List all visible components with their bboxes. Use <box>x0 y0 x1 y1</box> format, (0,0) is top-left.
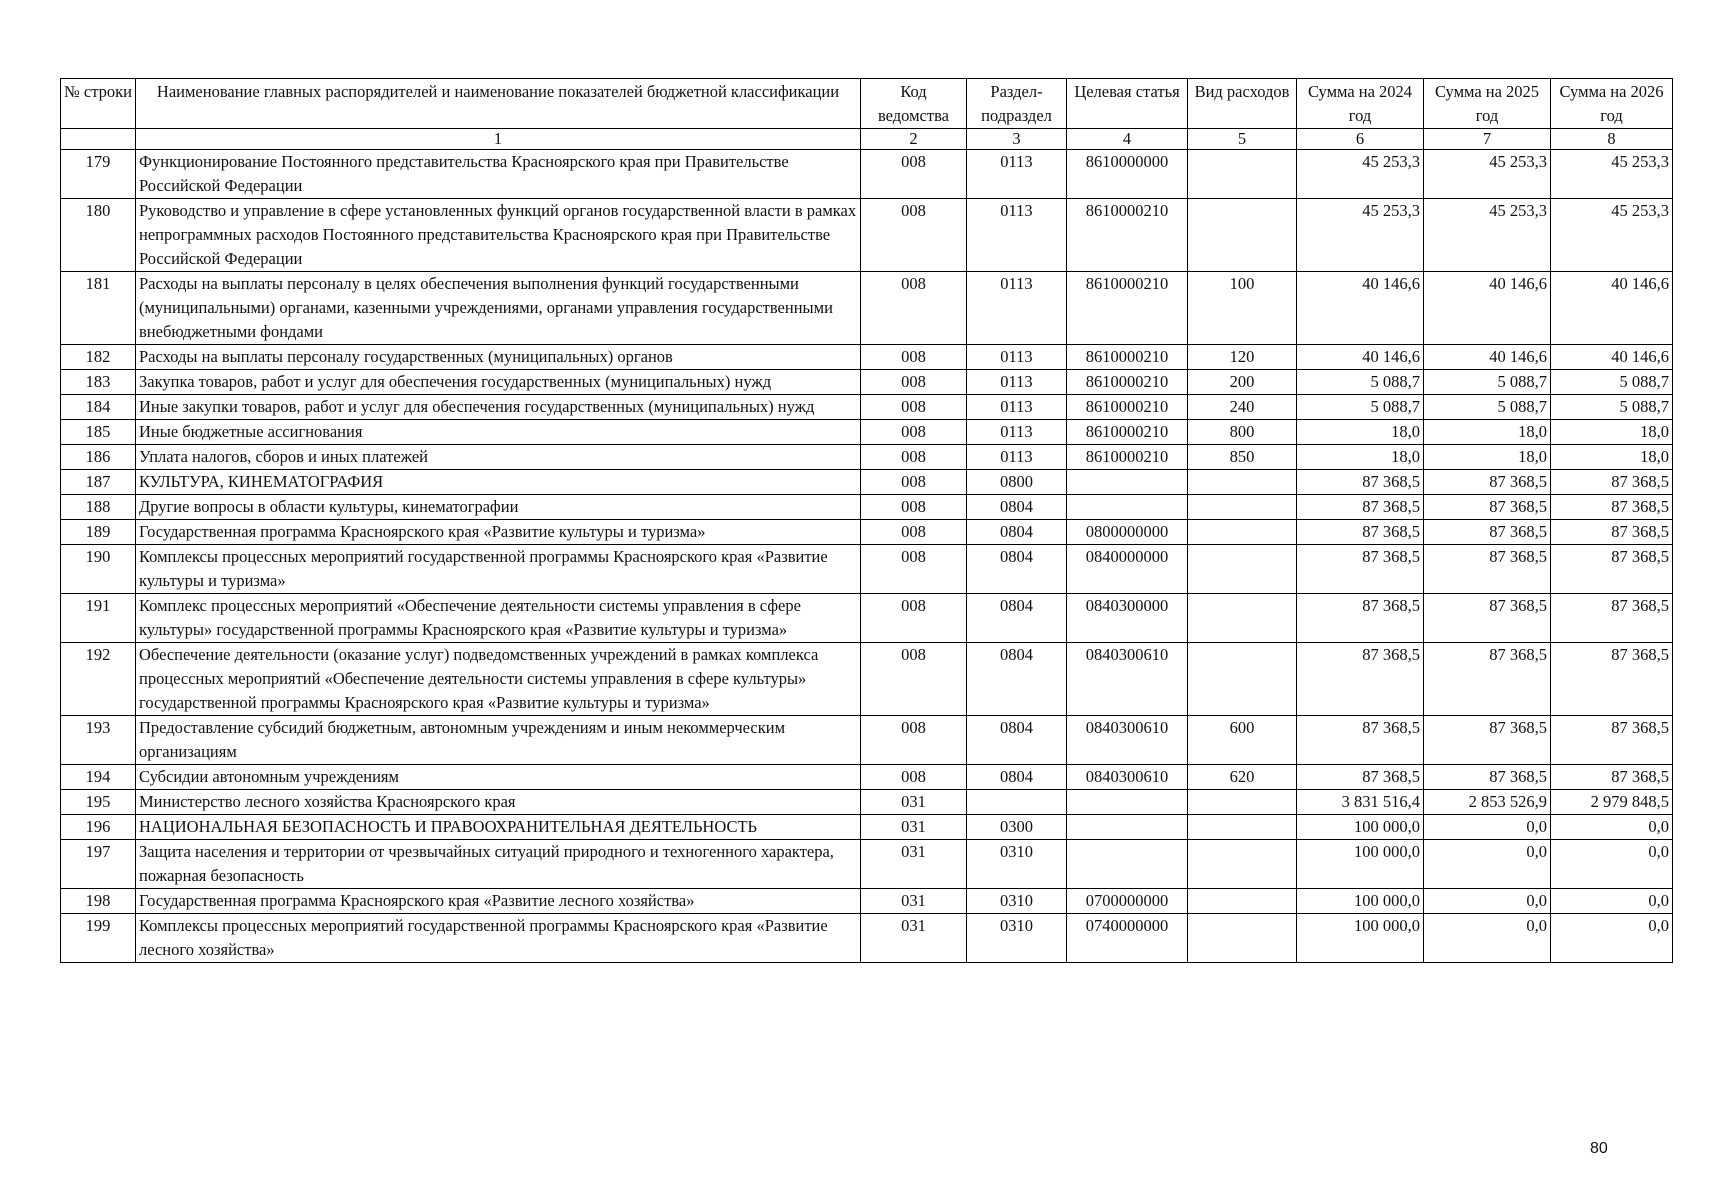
column-number: 2 <box>861 129 967 150</box>
sum-2024: 87 368,5 <box>1297 520 1424 545</box>
header-target: Целевая статья <box>1067 79 1188 129</box>
sum-2024: 87 368,5 <box>1297 643 1424 716</box>
row-number: 194 <box>61 765 136 790</box>
table-row <box>61 765 1673 790</box>
dept-code: 031 <box>861 840 967 889</box>
sum-2026: 18,0 <box>1551 445 1673 470</box>
table-row <box>61 470 1673 495</box>
expense-type <box>1188 790 1297 815</box>
table-row <box>61 420 1673 445</box>
table-body <box>61 150 1673 963</box>
target-code <box>1067 495 1188 520</box>
section-code: 0804 <box>967 545 1067 594</box>
column-number: 5 <box>1188 129 1297 150</box>
row-name: Государственная программа Красноярского края «Развитие лесного хозяйства» <box>136 889 861 914</box>
target-code: 8610000210 <box>1067 272 1188 345</box>
sum-2025: 5 088,7 <box>1424 395 1551 420</box>
expense-type <box>1188 545 1297 594</box>
row-number: 193 <box>61 716 136 765</box>
section-code: 0113 <box>967 272 1067 345</box>
row-number: 199 <box>61 914 136 963</box>
column-number: 1 <box>136 129 861 150</box>
sum-2024: 87 368,5 <box>1297 495 1424 520</box>
sum-2024: 40 146,6 <box>1297 345 1424 370</box>
expense-type: 850 <box>1188 445 1297 470</box>
table-row <box>61 345 1673 370</box>
row-name: Расходы на выплаты персоналу в целях обеспечения выполнения функций государственными (муниципальными) органами, казенными учреждениями, органами управления государственными внебюджетными фондами <box>136 272 861 345</box>
sum-2025: 87 368,5 <box>1424 545 1551 594</box>
row-name: Закупка товаров, работ и услуг для обеспечения государственных (муниципальных) нужд <box>136 370 861 395</box>
sum-2025: 87 368,5 <box>1424 765 1551 790</box>
dept-code: 008 <box>861 643 967 716</box>
header-row-no: № строки <box>61 79 136 129</box>
section-code: 0300 <box>967 815 1067 840</box>
sum-2024: 45 253,3 <box>1297 150 1424 199</box>
table-row <box>61 594 1673 643</box>
dept-code: 031 <box>861 815 967 840</box>
section-code: 0310 <box>967 889 1067 914</box>
expense-type <box>1188 840 1297 889</box>
dept-code: 008 <box>861 272 967 345</box>
dept-code: 008 <box>861 545 967 594</box>
table-row <box>61 272 1673 345</box>
row-number: 182 <box>61 345 136 370</box>
section-code: 0113 <box>967 150 1067 199</box>
table-row <box>61 840 1673 889</box>
sum-2026: 87 368,5 <box>1551 495 1673 520</box>
dept-code: 008 <box>861 150 967 199</box>
sum-2024: 100 000,0 <box>1297 815 1424 840</box>
header-sum-2024: Сумма на 2024 год <box>1297 79 1424 129</box>
target-code: 0840000000 <box>1067 545 1188 594</box>
sum-2025: 87 368,5 <box>1424 594 1551 643</box>
sum-2025: 40 146,6 <box>1424 272 1551 345</box>
sum-2025: 87 368,5 <box>1424 643 1551 716</box>
target-code: 8610000210 <box>1067 445 1188 470</box>
sum-2026: 40 146,6 <box>1551 345 1673 370</box>
row-name: Комплексы процессных мероприятий государственной программы Красноярского края «Развитие лесного хозяйства» <box>136 914 861 963</box>
sum-2025: 87 368,5 <box>1424 470 1551 495</box>
row-name: Уплата налогов, сборов и иных платежей <box>136 445 861 470</box>
row-name: Субсидии автономным учреждениям <box>136 765 861 790</box>
row-number: 180 <box>61 199 136 272</box>
header-sum-2026: Сумма на 2026 год <box>1551 79 1673 129</box>
target-code: 0840300610 <box>1067 765 1188 790</box>
sum-2025: 40 146,6 <box>1424 345 1551 370</box>
sum-2025: 45 253,3 <box>1424 150 1551 199</box>
table-row <box>61 889 1673 914</box>
row-number: 195 <box>61 790 136 815</box>
row-number: 192 <box>61 643 136 716</box>
sum-2025: 45 253,3 <box>1424 199 1551 272</box>
table-row <box>61 790 1673 815</box>
expense-type <box>1188 199 1297 272</box>
row-number: 181 <box>61 272 136 345</box>
budget-table <box>60 78 1673 963</box>
target-code: 0740000000 <box>1067 914 1188 963</box>
sum-2026: 87 368,5 <box>1551 643 1673 716</box>
dept-code: 008 <box>861 594 967 643</box>
page-number: 80 <box>1590 1140 1608 1157</box>
sum-2025: 87 368,5 <box>1424 495 1551 520</box>
target-code: 0840300610 <box>1067 643 1188 716</box>
sum-2024: 87 368,5 <box>1297 594 1424 643</box>
sum-2025: 18,0 <box>1424 445 1551 470</box>
dept-code: 008 <box>861 765 967 790</box>
section-code <box>967 790 1067 815</box>
dept-code: 008 <box>861 445 967 470</box>
sum-2024: 3 831 516,4 <box>1297 790 1424 815</box>
sum-2026: 87 368,5 <box>1551 765 1673 790</box>
row-number: 183 <box>61 370 136 395</box>
row-number: 189 <box>61 520 136 545</box>
section-code: 0804 <box>967 643 1067 716</box>
expense-type <box>1188 594 1297 643</box>
expense-type: 800 <box>1188 420 1297 445</box>
row-name: Министерство лесного хозяйства Красноярского края <box>136 790 861 815</box>
sum-2024: 87 368,5 <box>1297 716 1424 765</box>
header-name: Наименование главных распорядителей и наименование показателей бюджетной классификации <box>136 79 861 129</box>
dept-code: 008 <box>861 420 967 445</box>
row-name: Государственная программа Красноярского края «Развитие культуры и туризма» <box>136 520 861 545</box>
table-row <box>61 199 1673 272</box>
table-row <box>61 815 1673 840</box>
target-code <box>1067 840 1188 889</box>
column-number: 6 <box>1297 129 1424 150</box>
column-number: 4 <box>1067 129 1188 150</box>
section-code: 0113 <box>967 395 1067 420</box>
row-name: Иные бюджетные ассигнования <box>136 420 861 445</box>
sum-2026: 45 253,3 <box>1551 150 1673 199</box>
expense-type <box>1188 815 1297 840</box>
sum-2024: 5 088,7 <box>1297 370 1424 395</box>
row-name: Функционирование Постоянного представительства Красноярского края при Правительстве Российской Федерации <box>136 150 861 199</box>
target-code: 8610000210 <box>1067 395 1188 420</box>
dept-code: 031 <box>861 790 967 815</box>
column-number: 3 <box>967 129 1067 150</box>
sum-2024: 18,0 <box>1297 420 1424 445</box>
header-section: Раздел-подраздел <box>967 79 1067 129</box>
section-code: 0804 <box>967 520 1067 545</box>
sum-2024: 87 368,5 <box>1297 545 1424 594</box>
target-code: 8610000000 <box>1067 150 1188 199</box>
expense-type: 240 <box>1188 395 1297 420</box>
section-code: 0113 <box>967 420 1067 445</box>
target-code <box>1067 790 1188 815</box>
header-sum-2025: Сумма на 2025 год <box>1424 79 1551 129</box>
row-name: Комплекс процессных мероприятий «Обеспечение деятельности системы управления в сфере культуры» государственной программы Красноярского края «Развитие культуры и туризма» <box>136 594 861 643</box>
sum-2025: 0,0 <box>1424 889 1551 914</box>
row-number: 190 <box>61 545 136 594</box>
sum-2025: 0,0 <box>1424 914 1551 963</box>
target-code: 0700000000 <box>1067 889 1188 914</box>
sum-2024: 40 146,6 <box>1297 272 1424 345</box>
row-number: 187 <box>61 470 136 495</box>
table-row <box>61 495 1673 520</box>
dept-code: 008 <box>861 520 967 545</box>
section-code: 0804 <box>967 716 1067 765</box>
sum-2026: 87 368,5 <box>1551 594 1673 643</box>
dept-code: 008 <box>861 495 967 520</box>
section-code: 0310 <box>967 914 1067 963</box>
table-row <box>61 395 1673 420</box>
sum-2024: 5 088,7 <box>1297 395 1424 420</box>
section-code: 0113 <box>967 445 1067 470</box>
sum-2026: 87 368,5 <box>1551 545 1673 594</box>
section-code: 0804 <box>967 765 1067 790</box>
dept-code: 008 <box>861 395 967 420</box>
expense-type <box>1188 470 1297 495</box>
target-code: 0840300000 <box>1067 594 1188 643</box>
dept-code: 008 <box>861 470 967 495</box>
row-name: НАЦИОНАЛЬНАЯ БЕЗОПАСНОСТЬ И ПРАВООХРАНИТЕЛЬНАЯ ДЕЯТЕЛЬНОСТЬ <box>136 815 861 840</box>
section-code: 0310 <box>967 840 1067 889</box>
sum-2026: 0,0 <box>1551 889 1673 914</box>
row-number: 179 <box>61 150 136 199</box>
expense-type <box>1188 889 1297 914</box>
row-name: Иные закупки товаров, работ и услуг для обеспечения государственных (муниципальных) нужд <box>136 395 861 420</box>
sum-2025: 5 088,7 <box>1424 370 1551 395</box>
target-code: 8610000210 <box>1067 370 1188 395</box>
target-code: 0800000000 <box>1067 520 1188 545</box>
row-number: 198 <box>61 889 136 914</box>
sum-2026: 87 368,5 <box>1551 716 1673 765</box>
section-code: 0113 <box>967 345 1067 370</box>
sum-2025: 0,0 <box>1424 815 1551 840</box>
dept-code: 008 <box>861 716 967 765</box>
row-number: 188 <box>61 495 136 520</box>
sum-2026: 0,0 <box>1551 914 1673 963</box>
column-number: 8 <box>1551 129 1673 150</box>
row-number: 185 <box>61 420 136 445</box>
section-code: 0113 <box>967 370 1067 395</box>
sum-2026: 45 253,3 <box>1551 199 1673 272</box>
sum-2026: 0,0 <box>1551 840 1673 889</box>
expense-type: 100 <box>1188 272 1297 345</box>
dept-code: 008 <box>861 199 967 272</box>
table-row <box>61 643 1673 716</box>
sum-2026: 87 368,5 <box>1551 520 1673 545</box>
header-dept-code: Код ведомства <box>861 79 967 129</box>
sum-2025: 18,0 <box>1424 420 1551 445</box>
expense-type <box>1188 495 1297 520</box>
row-number: 197 <box>61 840 136 889</box>
table-row <box>61 716 1673 765</box>
expense-type <box>1188 643 1297 716</box>
sum-2024: 87 368,5 <box>1297 765 1424 790</box>
row-name: Предоставление субсидий бюджетным, автономным учреждениям и иным некоммерческим организациям <box>136 716 861 765</box>
sum-2026: 18,0 <box>1551 420 1673 445</box>
budget-table-container <box>60 78 1672 963</box>
sum-2025: 2 853 526,9 <box>1424 790 1551 815</box>
table-row <box>61 370 1673 395</box>
section-code: 0804 <box>967 495 1067 520</box>
expense-type: 200 <box>1188 370 1297 395</box>
table-row <box>61 545 1673 594</box>
expense-type: 600 <box>1188 716 1297 765</box>
expense-type <box>1188 914 1297 963</box>
sum-2026: 2 979 848,5 <box>1551 790 1673 815</box>
sum-2024: 100 000,0 <box>1297 840 1424 889</box>
expense-type: 620 <box>1188 765 1297 790</box>
sum-2026: 5 088,7 <box>1551 370 1673 395</box>
row-name: Защита населения и территории от чрезвычайных ситуаций природного и техногенного характера, пожарная безопасность <box>136 840 861 889</box>
header-expense-type: Вид расходов <box>1188 79 1297 129</box>
row-name: Обеспечение деятельности (оказание услуг) подведомственных учреждений в рамках комплекса процессных мероприятий «Обеспечение деятельности системы управления в сфере культуры» государственной программы Красноярского края «Развитие культуры и туризма» <box>136 643 861 716</box>
target-code: 0840300610 <box>1067 716 1188 765</box>
expense-type <box>1188 150 1297 199</box>
target-code: 8610000210 <box>1067 345 1188 370</box>
row-number: 186 <box>61 445 136 470</box>
sum-2025: 87 368,5 <box>1424 716 1551 765</box>
target-code <box>1067 815 1188 840</box>
row-name: Руководство и управление в сфере установленных функций органов государственной власти в рамках непрограммных расходов Постоянного представительства Красноярского края при Правительстве Российской Федерации <box>136 199 861 272</box>
sum-2026: 0,0 <box>1551 815 1673 840</box>
expense-type <box>1188 520 1297 545</box>
dept-code: 031 <box>861 914 967 963</box>
sum-2024: 45 253,3 <box>1297 199 1424 272</box>
table-row <box>61 445 1673 470</box>
sum-2024: 87 368,5 <box>1297 470 1424 495</box>
row-number: 196 <box>61 815 136 840</box>
section-code: 0113 <box>967 199 1067 272</box>
table-row <box>61 520 1673 545</box>
row-name: Комплексы процессных мероприятий государственной программы Красноярского края «Развитие культуры и туризма» <box>136 545 861 594</box>
row-name: Расходы на выплаты персоналу государственных (муниципальных) органов <box>136 345 861 370</box>
column-number-row <box>61 129 1673 150</box>
section-code: 0800 <box>967 470 1067 495</box>
target-code <box>1067 470 1188 495</box>
dept-code: 008 <box>861 345 967 370</box>
sum-2025: 0,0 <box>1424 840 1551 889</box>
sum-2024: 100 000,0 <box>1297 889 1424 914</box>
column-number <box>61 129 136 150</box>
section-code: 0804 <box>967 594 1067 643</box>
expense-type: 120 <box>1188 345 1297 370</box>
row-number: 191 <box>61 594 136 643</box>
table-row <box>61 150 1673 199</box>
sum-2026: 5 088,7 <box>1551 395 1673 420</box>
dept-code: 008 <box>861 370 967 395</box>
sum-2025: 87 368,5 <box>1424 520 1551 545</box>
dept-code: 031 <box>861 889 967 914</box>
row-number: 184 <box>61 395 136 420</box>
sum-2024: 100 000,0 <box>1297 914 1424 963</box>
sum-2026: 87 368,5 <box>1551 470 1673 495</box>
row-name: КУЛЬТУРА, КИНЕМАТОГРАФИЯ <box>136 470 861 495</box>
row-name: Другие вопросы в области культуры, кинематографии <box>136 495 861 520</box>
target-code: 8610000210 <box>1067 420 1188 445</box>
sum-2026: 40 146,6 <box>1551 272 1673 345</box>
column-number: 7 <box>1424 129 1551 150</box>
header-row <box>61 79 1673 129</box>
sum-2024: 18,0 <box>1297 445 1424 470</box>
table-row <box>61 914 1673 963</box>
target-code: 8610000210 <box>1067 199 1188 272</box>
